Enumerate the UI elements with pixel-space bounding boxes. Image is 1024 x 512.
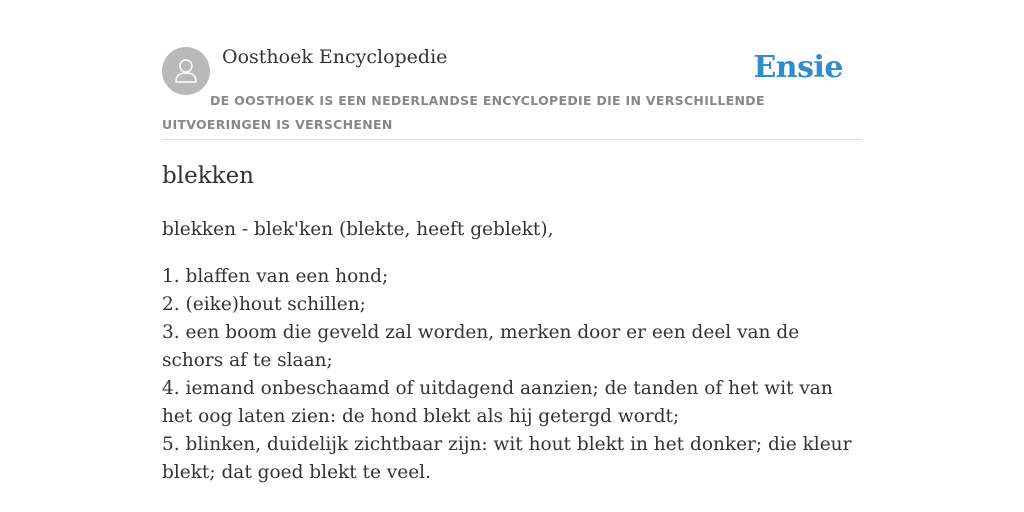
- entry-lemma: blekken - blek'ken (blekte, heeft geblekt),: [162, 219, 554, 240]
- header: [162, 0, 862, 140]
- definition-item: 2. (eike)hout schillen;: [162, 294, 366, 315]
- definition-item: 4. iemand onbeschaamd of uitdagend aanzien; de tanden of het wit van het oog laten zien: de hond blekt als hij getergd wordt;: [162, 378, 833, 427]
- user-icon: [171, 56, 201, 86]
- definition-item: 3. een boom die geveld zal worden, merken door er een deel van de schors af te slaan;: [162, 322, 800, 371]
- definition-item: 1. blaffen van een hond;: [162, 266, 389, 287]
- brand-logo[interactable]: Ensie: [753, 50, 843, 85]
- author-name[interactable]: Oosthoek Encyclopedie: [222, 46, 448, 68]
- author-tagline: DE OOSTHOEK IS EEN NEDERLANDSE ENCYCLOPEDIE DIE IN VERSCHILLENDE UITVOERINGEN IS VERSCHENEN: [162, 93, 765, 132]
- page: [162, 0, 862, 512]
- author-avatar[interactable]: [162, 47, 210, 95]
- entry-title: blekken: [162, 163, 254, 189]
- definition-item: 5. blinken, duidelijk zichtbaar zijn: wit hout blekt in het donker; die kleur blekt; dat goed blekt te veel.: [162, 434, 852, 483]
- definition-list: [162, 263, 862, 487]
